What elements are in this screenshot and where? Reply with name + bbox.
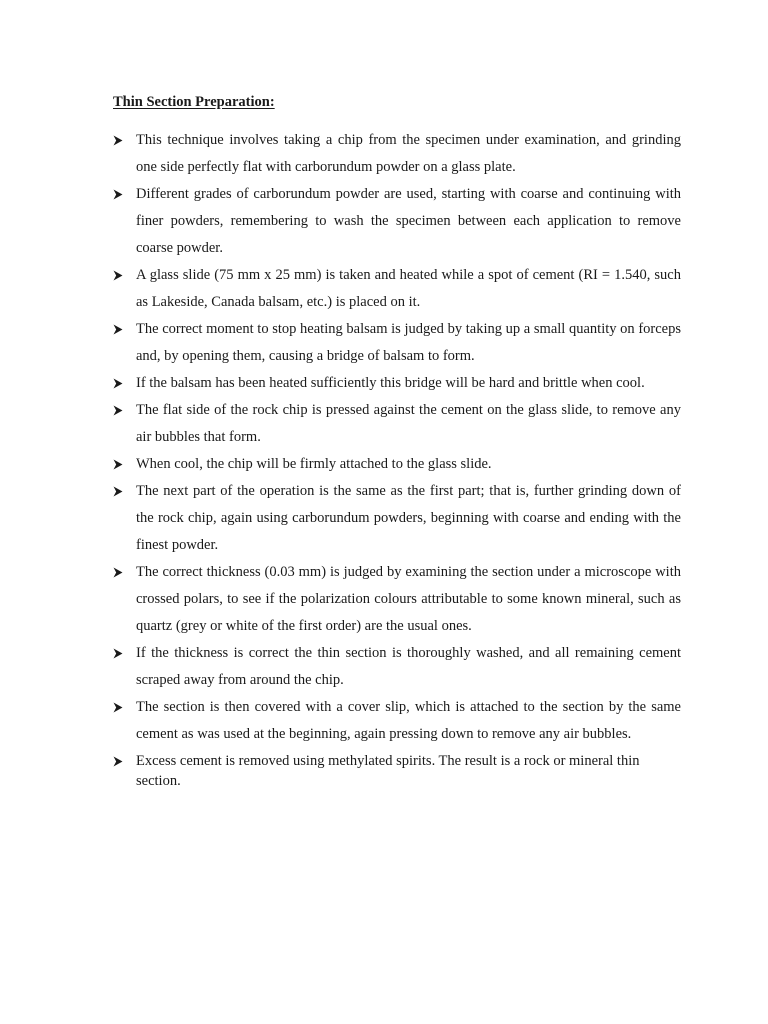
list-item <box>113 316 681 370</box>
arrowhead-bullet-icon <box>113 181 125 208</box>
arrowhead-bullet-icon <box>113 262 125 289</box>
arrowhead-bullet-icon <box>113 316 125 343</box>
list-item <box>113 694 681 748</box>
arrowhead-bullet-icon <box>113 127 125 154</box>
list-item <box>113 748 681 791</box>
bullet-list <box>113 127 681 791</box>
list-item <box>113 370 681 397</box>
arrowhead-bullet-icon <box>113 694 125 721</box>
list-item <box>113 451 681 478</box>
list-item-text: A glass slide (75 mm x 25 mm) is taken and heated while a spot of cement (RI = 1.540, such as Lakeside, Canada balsam, etc.) is placed on it. <box>136 267 681 310</box>
list-item-text: Excess cement is removed using methylated spirits. The result is a rock or mineral thin section. <box>136 753 640 789</box>
list-item <box>113 478 681 559</box>
list-item-text: If the balsam has been heated sufficiently this bridge will be hard and brittle when cool. <box>136 375 645 391</box>
arrowhead-bullet-icon <box>113 559 125 586</box>
list-item <box>113 262 681 316</box>
list-item <box>113 640 681 694</box>
list-item-text: The correct moment to stop heating balsam is judged by taking up a small quantity on forceps and, by opening them, causing a bridge of balsam to form. <box>136 321 681 364</box>
list-item-text: The correct thickness (0.03 mm) is judged by examining the section under a microscope with crossed polars, to see if the polarization colours attributable to some known mineral, such as quartz (grey or white of the first order) are the usual ones. <box>136 564 681 634</box>
list-item-text: When cool, the chip will be firmly attached to the glass slide. <box>136 456 492 472</box>
list-item <box>113 181 681 262</box>
arrowhead-bullet-icon <box>113 397 125 424</box>
section-heading: Thin Section Preparation: <box>113 94 275 110</box>
list-item-text: The section is then covered with a cover slip, which is attached to the section by the same cement as was used at the beginning, again pressing down to remove any air bubbles. <box>136 699 681 742</box>
list-item-text: If the thickness is correct the thin section is thoroughly washed, and all remaining cement scraped away from around the chip. <box>136 645 681 688</box>
list-item-text: The flat side of the rock chip is pressed against the cement on the glass slide, to remove any air bubbles that form. <box>136 402 681 445</box>
list-item-text: This technique involves taking a chip from the specimen under examination, and grinding one side perfectly flat with carborundum powder on a glass plate. <box>136 132 681 175</box>
arrowhead-bullet-icon <box>113 640 125 667</box>
list-item-text: The next part of the operation is the same as the first part; that is, further grinding down of the rock chip, again using carborundum powders, beginning with coarse and ending with the finest powder. <box>136 483 681 553</box>
list-item <box>113 127 681 181</box>
arrowhead-bullet-icon <box>113 451 125 478</box>
arrowhead-bullet-icon <box>113 751 125 771</box>
list-item <box>113 559 681 640</box>
arrowhead-bullet-icon <box>113 370 125 397</box>
list-item <box>113 397 681 451</box>
list-item-text: Different grades of carborundum powder are used, starting with coarse and continuing with finer powders, remembering to wash the specimen between each application to remove coarse powder. <box>136 186 681 256</box>
arrowhead-bullet-icon <box>113 478 125 505</box>
